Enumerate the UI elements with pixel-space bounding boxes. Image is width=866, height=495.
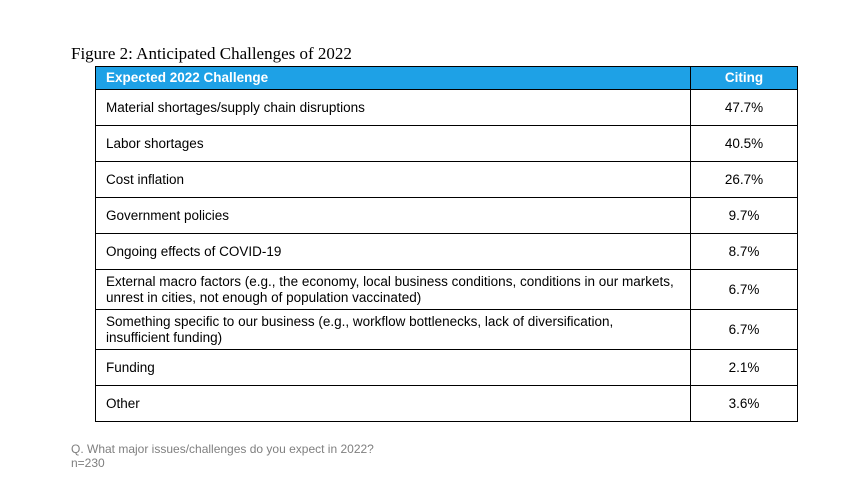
table-row bbox=[96, 126, 798, 162]
citing-cell: 2.1% bbox=[691, 350, 798, 386]
citing-cell: 40.5% bbox=[691, 126, 798, 162]
challenges-table bbox=[95, 66, 798, 422]
figure-title: Figure 2: Anticipated Challenges of 2022 bbox=[71, 44, 352, 63]
header-citing: Citing bbox=[691, 67, 798, 90]
table-row bbox=[96, 90, 798, 126]
table-row bbox=[96, 234, 798, 270]
table-row bbox=[96, 310, 798, 350]
footnote bbox=[71, 442, 374, 470]
table-row bbox=[96, 386, 798, 422]
table-row bbox=[96, 162, 798, 198]
table-row bbox=[96, 270, 798, 310]
challenge-cell: Funding bbox=[96, 350, 691, 386]
footnote-question: Q. What major issues/challenges do you expect in 2022? bbox=[71, 442, 374, 456]
challenge-cell: Other bbox=[96, 386, 691, 422]
table-row bbox=[96, 198, 798, 234]
citing-cell: 9.7% bbox=[691, 198, 798, 234]
citing-cell: 3.6% bbox=[691, 386, 798, 422]
challenge-cell: Ongoing effects of COVID-19 bbox=[96, 234, 691, 270]
citing-cell: 6.7% bbox=[691, 310, 798, 350]
challenge-cell: External macro factors (e.g., the economy, local business conditions, conditions in our markets, unrest in cities, not enough of population vaccinated) bbox=[96, 270, 691, 310]
challenge-cell: Cost inflation bbox=[96, 162, 691, 198]
challenge-cell: Labor shortages bbox=[96, 126, 691, 162]
challenge-cell: Something specific to our business (e.g., workflow bottlenecks, lack of diversification, insufficient funding) bbox=[96, 310, 691, 350]
table-header-row bbox=[96, 67, 798, 90]
header-challenge: Expected 2022 Challenge bbox=[96, 67, 691, 90]
citing-cell: 26.7% bbox=[691, 162, 798, 198]
challenge-cell: Material shortages/supply chain disruptions bbox=[96, 90, 691, 126]
citing-cell: 47.7% bbox=[691, 90, 798, 126]
citing-cell: 8.7% bbox=[691, 234, 798, 270]
table-row bbox=[96, 350, 798, 386]
footnote-sample-size: n=230 bbox=[71, 456, 105, 470]
citing-cell: 6.7% bbox=[691, 270, 798, 310]
challenge-cell: Government policies bbox=[96, 198, 691, 234]
